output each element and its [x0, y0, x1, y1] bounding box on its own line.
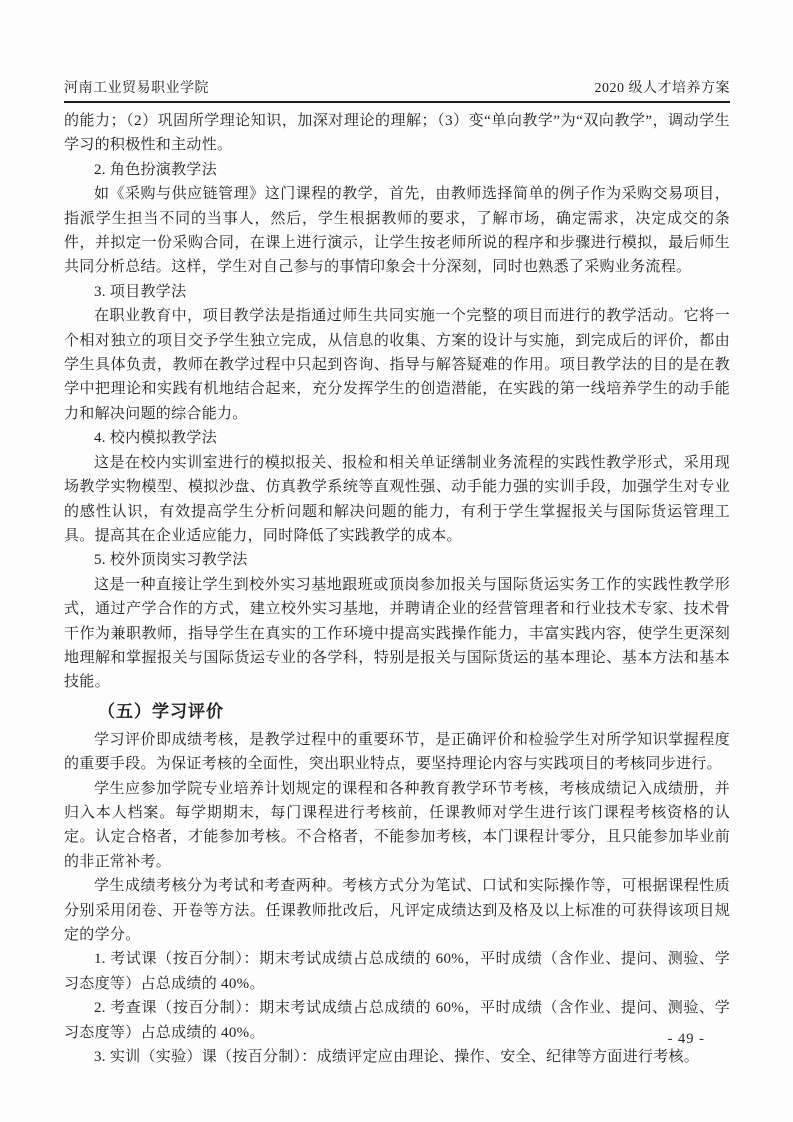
- paragraph: 如《采购与供应链管理》这门课程的教学，首先，由教师选择简单的例子作为采购交易项目，指派学生担当不同的当事人，然后，学生根据教师的要求，了解市场，确定需求，决定成交的条件，并拟定一份采购合同，在课上进行演示，让学生按老师所说的程序和步骤进行模拟，最后师生共同分析总结。这样，学生对自己参与的事情印象会十分深刻，同时也熟悉了采购业务流程。: [64, 186, 730, 276]
- document-body: [64, 109, 730, 1069]
- page-footer: [668, 1031, 705, 1048]
- paragraph: 这是在校内实训室进行的模拟报关、报检和相关单证缮制业务流程的实践性教学形式，采用现场教学实物模型、模拟沙盘、仿真教学系统等直观性强、动手能力强的实训手段，加强学生对专业的感性认识，有效提高学生分析问题和解决问题的能力，有利于学生掌握报关与国际货运管理工具。提高其在企业适应能力，同时降低了实践教学的成本。: [64, 454, 730, 544]
- page-number: - 49 -: [667, 1031, 705, 1047]
- list-item-practical-course: 3. 实训（实验）课（按百分制）：成绩评定应由理论、操作、安全、纪律等方面进行考核。: [94, 1049, 700, 1066]
- list-item-exam-course: 1. 考试课（按百分制）：期末考试成绩占总成绩的 60%，平时成绩（含作业、提问、测验、学习态度等）占总成绩的 40%。: [64, 951, 730, 992]
- page-header: [64, 77, 730, 103]
- paragraph: 学生应参加学院专业培养计划规定的课程和各种教育教学环节考核，考核成绩记入成绩册，并归入本人档案。每学期期末，每门课程进行考核前，任课教师对学生进行该门课程考核资格的认定。认定合格者，才能参加考核。不合格者，不能参加考核，本门课程计零分，且只能参加毕业前的非正常补考。: [64, 780, 730, 870]
- header-school-name: 河南工业贸易职业学院: [64, 81, 209, 96]
- section-heading-learning-evaluation: （五）学习评价: [98, 701, 224, 721]
- paragraph-continued: 的能力；（2）巩固所学理论知识，加深对理论的理解；（3）变“单向教学”为“双向教学”，调动学生学习的积极性和主动性。: [64, 113, 730, 154]
- header-doc-title: 2020 级人才培养方案: [594, 81, 730, 96]
- paragraph: 这是一种直接让学生到校外实习基地跟班或顶岗参加报关与国际货运实务工作的实践性教学形式，通过产学合作的方式，建立校外实习基地，并聘请企业的经营管理者和行业技术专家、技术骨干作为兼职教师，指导学生在真实的工作环境中提高实践操作能力，丰富实践内容，使学生更深刻地理解和掌握报关与国际货运专业的各学科，特别是报关与国际货运的基本理论、基本方法和基本技能。: [64, 576, 730, 691]
- list-item-assessment-course: 2. 考查课（按百分制）：期末考试成绩占总成绩的 60%，平时成绩（含作业、提问、测验、学习态度等）占总成绩的 40%。: [64, 1000, 730, 1041]
- numbered-heading-campus-simulation: 4. 校内模拟教学法: [94, 430, 218, 447]
- numbered-heading-role-play: 2. 角色扮演教学法: [94, 161, 218, 178]
- numbered-heading-off-campus-internship: 5. 校外顶岗实习教学法: [94, 552, 248, 569]
- paragraph: 在职业教育中，项目教学法是指通过师生共同实施一个完整的项目而进行的教学活动。它将一个相对独立的项目交予学生独立完成，从信息的收集、方案的设计与实施，到完成后的评价，都由学生具体负责，教师在教学过程中只起到咨询、指导与解答疑难的作用。项目教学法的目的是在教学中把理论和实践有机地结合起来，充分发挥学生的创造潜能，在实践的第一线培养学生的动手能力和解决问题的综合能力。: [64, 308, 730, 422]
- paragraph: 学习评价即成绩考核，是教学过程中的重要环节，是正确评价和检验学生对所学知识掌握程度的重要手段。为保证考核的全面性，突出职业特点，要坚持理论内容与实践项目的考核同步进行。: [64, 731, 730, 773]
- paragraph: 学生成绩考核分为考试和考查两种。考核方式分为笔试、口试和实际操作等，可根据课程性质分别采用闭卷、开卷等方法。任课教师批改后，凡评定成绩达到及格及以上标准的可获得该项目规定的学分。: [64, 878, 730, 943]
- numbered-heading-project-teaching: 3. 项目教学法: [94, 283, 187, 300]
